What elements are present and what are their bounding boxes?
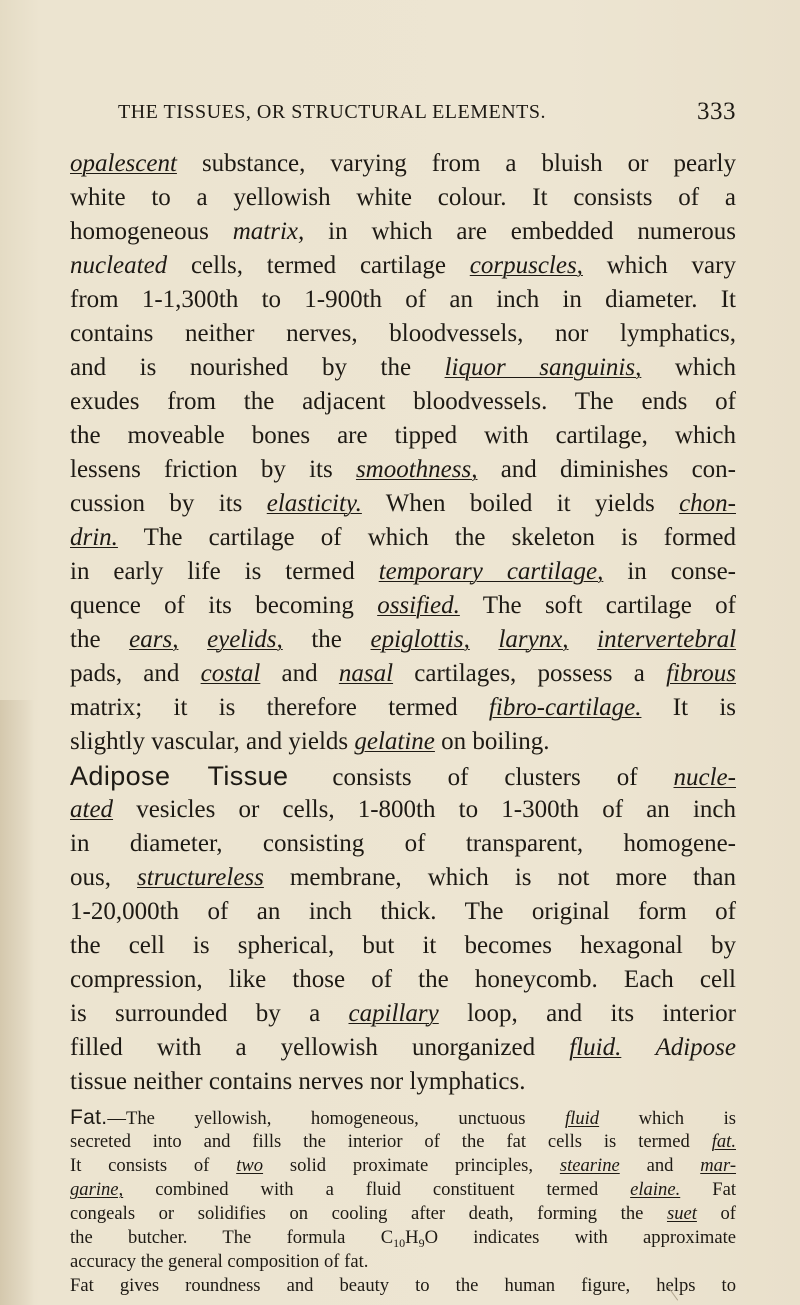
text-segment: matrix; it is therefore termed: [70, 694, 489, 721]
term-capillary: capillary: [348, 1000, 439, 1027]
page-number: 333: [697, 98, 736, 125]
term-fluid-small: fluid: [565, 1108, 600, 1129]
term-elaine: elaine.: [630, 1179, 681, 1200]
text-segment: 1-20,000th of an inch thick. The original form of: [70, 898, 736, 925]
section-heading-adipose-tissue: Adipose Tissue: [70, 761, 289, 791]
text-segment: Fat: [680, 1179, 736, 1200]
term-epiglottis: epiglottis,: [370, 626, 470, 653]
text-segment: contains neither nerves, bloodvessels, nor lymphatics,: [70, 320, 736, 347]
text-segment: [470, 626, 499, 653]
text-segment: in conse-: [603, 558, 736, 585]
term-liquor-sanguinis: liquor sanguinis,: [444, 354, 642, 381]
text-segment: membrane, which is not more than: [263, 864, 736, 891]
text-segment: and: [260, 660, 339, 687]
text-segment: filled with a yellowish unorganized: [70, 1034, 570, 1061]
text-segment: cells, termed cartilage: [167, 252, 470, 279]
text-segment: It is: [641, 694, 737, 721]
formula-subscript-10: 10: [393, 1236, 406, 1250]
text-segment: —The yellowish, homogeneous, unctuous: [107, 1108, 566, 1129]
term-nucleated-start: nucle-: [673, 764, 736, 791]
text-segment: in early life is termed: [70, 558, 379, 585]
term-fat: fat.: [711, 1131, 736, 1152]
term-ears: ears,: [129, 626, 179, 653]
text-segment: exudes from the adjacent bloodvessels. The ends of: [70, 388, 736, 415]
text-segment: in which are embedded numerous: [304, 218, 736, 245]
text-segment: vesicles or cells, 1-800th to 1-300th of an inch: [113, 796, 736, 823]
text-segment: The soft cartilage of: [459, 592, 736, 619]
text-segment: quence of its becoming: [70, 592, 378, 619]
text-segment: is surrounded by a: [70, 1000, 349, 1027]
term-adipose: Adipose: [655, 1034, 736, 1061]
term-fibrous: fibrous: [666, 660, 736, 687]
term-intervertebral: intervertebral: [597, 626, 737, 653]
text-segment: ous,: [70, 864, 138, 891]
fat-line-8: [70, 1274, 736, 1302]
text-segment: [621, 1034, 655, 1061]
text-segment: cussion by its: [70, 490, 267, 517]
text-segment: cartilages, possess a: [393, 660, 667, 687]
term-margarine-start: mar-: [700, 1155, 737, 1176]
text-segment: Fat gives roundness and beauty to the human figure, helps to: [70, 1275, 736, 1296]
term-costal: costal: [200, 660, 261, 687]
term-structureless: structureless: [137, 864, 264, 891]
term-smoothness: smoothness,: [355, 456, 478, 483]
text-segment: congeals or solidifies on cooling after death, forming the: [70, 1203, 667, 1224]
term-nucleated: nucleated: [70, 252, 168, 279]
text-segment: the: [70, 626, 130, 653]
text-segment: and diminishes con-: [477, 456, 737, 483]
term-matrix: matrix,: [232, 218, 305, 245]
text-segment: H: [405, 1227, 419, 1248]
text-segment: white to a yellowish white colour. It consists of a: [70, 184, 736, 211]
page-edge-shadow: [0, 700, 34, 1305]
text-segment: consists of clusters of: [296, 764, 674, 791]
text-segment: and: [619, 1155, 701, 1176]
text-segment: slightly vascular, and yields: [70, 728, 355, 755]
text-segment: [569, 626, 598, 653]
text-segment: and is nourished by the: [70, 354, 445, 381]
term-chondrin-start: chon-: [679, 490, 736, 517]
term-two: two: [236, 1155, 264, 1176]
text-segment: The cartilage of which the skeleton is formed: [117, 524, 736, 551]
term-fluid: fluid.: [569, 1034, 622, 1061]
text-segment: the butcher. The formula C: [70, 1227, 394, 1248]
text-segment: which vary: [582, 252, 736, 279]
term-nasal: nasal: [338, 660, 394, 687]
text-segment: lessens friction by its: [70, 456, 356, 483]
text-segment: substance, varying from a bluish or pearly: [176, 150, 736, 177]
term-suet: suet: [666, 1203, 697, 1224]
term-larynx: larynx,: [498, 626, 569, 653]
text-segment: the cell is spherical, but it becomes hexagonal by: [70, 932, 736, 959]
term-opalescent: opalescent: [70, 150, 177, 177]
text-segment: tissue neither contains nerves nor lymphatics.: [70, 1068, 526, 1095]
term-chondrin-end: drin.: [70, 524, 118, 551]
text-segment: It consists of: [70, 1155, 237, 1176]
term-eyelids: eyelids,: [207, 626, 283, 653]
text-segment: secreted into and fills the interior of the fat cells is termed: [70, 1131, 712, 1152]
text-segment: which: [641, 354, 736, 381]
section-heading-fat: Fat.: [70, 1106, 108, 1129]
text-segment: in diameter, consisting of transparent, homogene-: [70, 830, 736, 857]
text-segment: the: [282, 626, 371, 653]
term-ossified: ossified.: [377, 592, 460, 619]
term-corpuscles: corpuscles,: [469, 252, 583, 279]
text-segment: on boiling.: [434, 728, 550, 755]
text-segment: combined with a fluid constituent termed: [123, 1179, 631, 1200]
text-segment: from 1-1,300th to 1-900th of an inch in diameter. It: [70, 286, 736, 313]
text-segment: [178, 626, 207, 653]
term-margarine-end: garine,: [70, 1179, 124, 1200]
formula-subscript-9: 9: [418, 1236, 425, 1250]
text-segment: of: [696, 1203, 736, 1224]
text-line-28: [70, 1067, 736, 1107]
term-nucleated-end: ated: [70, 796, 114, 823]
text-segment: When boiled it yields: [361, 490, 680, 517]
text-segment: accuracy the general composition of fat.: [70, 1251, 369, 1272]
text-segment: homogeneous: [70, 218, 233, 245]
page-header: [118, 98, 736, 131]
term-elasticity: elasticity.: [266, 490, 362, 517]
term-fibro-cartilage: fibro-cartilage.: [488, 694, 642, 721]
term-stearine: stearine: [559, 1155, 620, 1176]
running-title: THE TISSUES, OR STRUCTURAL ELEMENTS.: [118, 101, 547, 123]
text-segment: loop, and its interior: [438, 1000, 737, 1027]
term-temporary-cartilage: temporary cartilage,: [378, 558, 604, 585]
text-segment: pads, and: [70, 660, 201, 687]
text-segment: O indicates with approximate: [424, 1227, 736, 1248]
term-gelatine: gelatine: [354, 728, 435, 755]
text-segment: the moveable bones are tipped with cartilage, which: [70, 422, 736, 449]
text-segment: compression, like those of the honeycomb. Each cell: [70, 966, 736, 993]
text-segment: solid proximate principles,: [263, 1155, 560, 1176]
text-segment: which is: [599, 1108, 736, 1129]
